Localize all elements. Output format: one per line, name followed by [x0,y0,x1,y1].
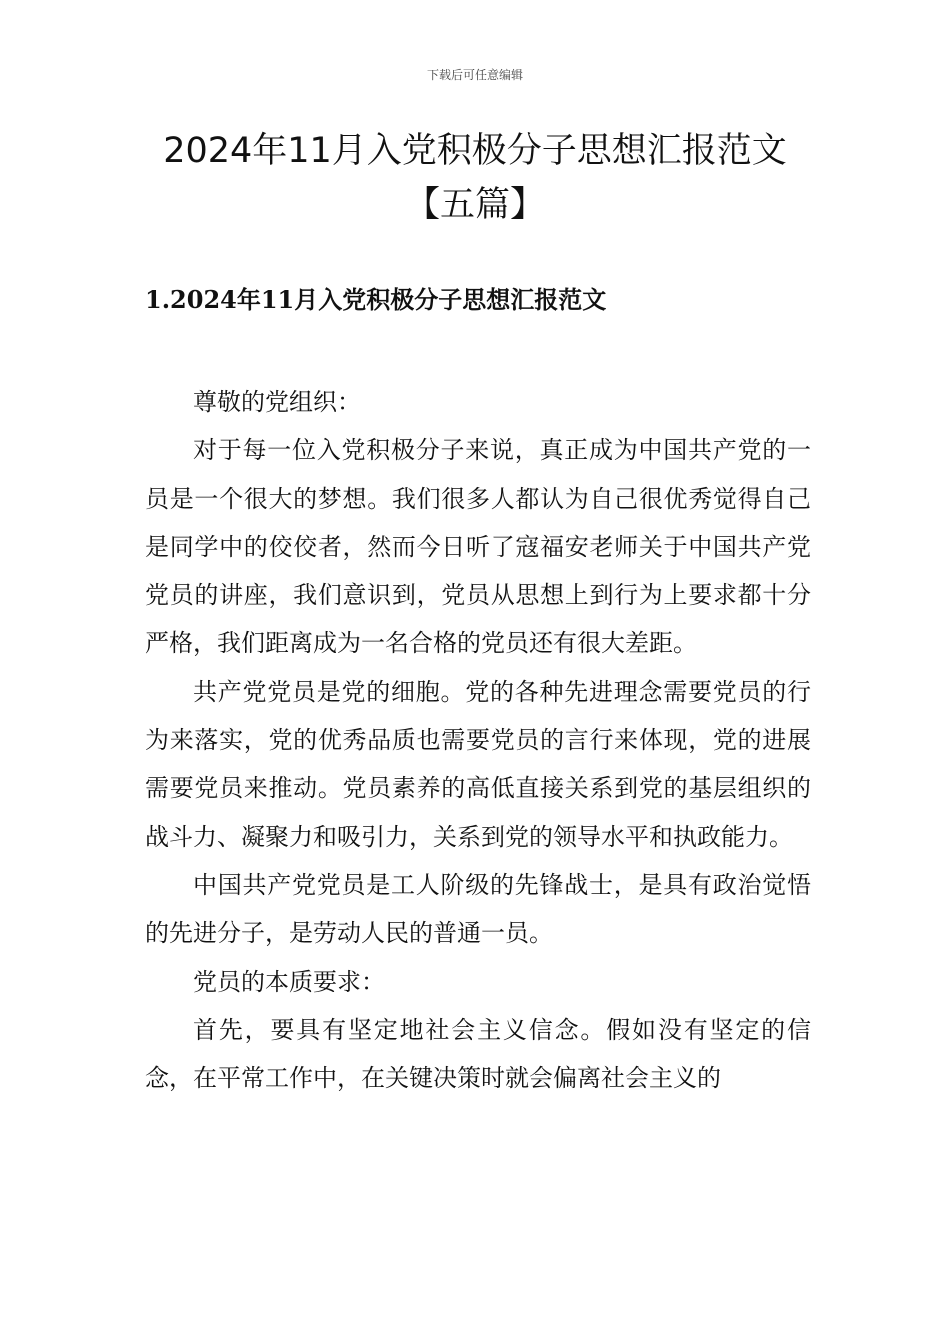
salutation: 尊敬的党组织： [193,388,361,416]
paragraph: 首先，要具有坚定地社会主义信念。假如没有坚定的信念，在平常工作中，在关键决策时就会偏离社会主义的 [145,1015,811,1093]
paragraph: 党员的本质要求： [193,967,385,996]
title-line-2: 【五篇】 [404,185,545,225]
page-title [0,124,950,232]
title-line-1: 2024年11月入党积极分子思想汇报范文 [163,131,787,171]
section-heading: 1.2024年11月入党积极分子思想汇报范文 [145,285,607,314]
header-note: 下载后可任意编辑 [426,68,523,82]
paragraph: 中国共产党党员是工人阶级的先锋战士，是具有政治觉悟的先进分子，是劳动人民的普通一员。 [145,870,811,948]
paragraph: 共产党党员是党的细胞。党的各种先进理念需要党员的行为来落实，党的优秀品质也需要党员的言行来体现，党的进展需要党员来推动。党员素养的高低直接关系到党的基层组织的战斗力、凝聚力和吸引力，关系到党的领导水平和执政能力。 [145,677,811,851]
paragraph: 对于每一位入党积极分子来说，真正成为中国共产党的一员是一个很大的梦想。我们很多人都认为自己很优秀觉得自己是同学中的佼佼者，然而今日听了寇福安老师关于中国共产党党员的讲座，我们意识到，党员从思想上到行为上要求都十分严格，我们距离成为一名合格的党员还有很大差距。 [145,436,811,658]
body-text [145,378,811,1102]
